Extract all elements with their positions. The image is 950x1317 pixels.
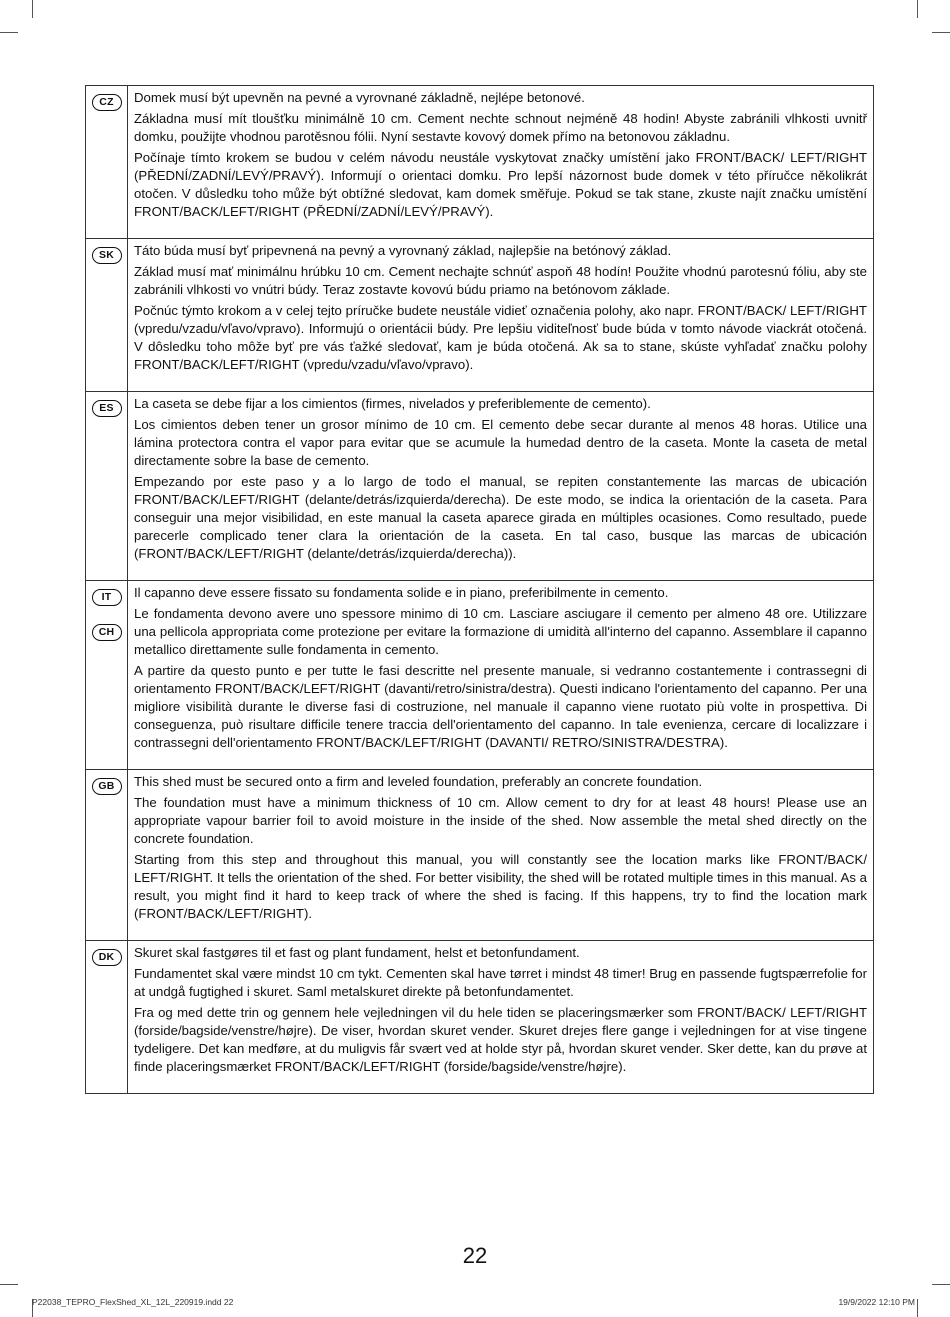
language-code-cell xyxy=(86,86,128,239)
instruction-paragraph: Le fondamenta devono avere uno spessore minimo di 10 cm. Lasciare asciugare il cemento per almeno 48 ore. Utilizzare una pellicola appropriata come protezione per evitare la formazione di umidità all'interno del capanno. Assemblare il capanno metallico direttamente sulle fondamenta in cemento. xyxy=(134,606,867,657)
language-section-row xyxy=(86,770,874,941)
instruction-paragraph: Empezando por este paso y a lo largo de todo el manual, se repiten constantemente las marcas de ubicación FRONT/BACK/LEFT/RIGHT (delante/detrás/izquierda/derecha). De este modo, se indica la orientación de la caseta. Para conseguir una mejor visibilidad, en este manual la caseta aparece girada en múltiples ocasiones. Como resultado, puede parecerle complicado tener clara la orientación de la caseta. En tal caso, busque las marcas de ubicación (FRONT/BACK/LEFT/RIGHT (delante/detrás/izquierda/derecha)). xyxy=(134,474,867,561)
instruction-text-cell xyxy=(128,941,874,1094)
instruction-paragraph: Fra og med dette trin og gennem hele vejledningen vil du hele tiden se placeringsmærker som FRONT/BACK/ LEFT/RIGHT (forside/bagside/venstre/højre). De viser, hvordan skuret vender. Skuret drejes flere gange i vejledningen for at vise tingene tydeligere. Det kan medføre, at du muligvis får svært ved at holde styr på, hvordan skuret vender. Sker dette, kan du prøve at finde placeringsmærket FRONT/BACK/LEFT/RIGHT (forside/bagside/venstre/højre). xyxy=(134,1005,867,1074)
instruction-text-cell xyxy=(128,239,874,392)
crop-mark xyxy=(917,0,918,18)
language-badge: SK xyxy=(92,247,122,264)
language-badge: GB xyxy=(92,778,122,795)
language-badge: DK xyxy=(92,949,122,966)
instruction-paragraph: Il capanno deve essere fissato su fondamenta solide e in piano, preferibilmente in cemento. xyxy=(134,585,669,600)
crop-mark xyxy=(932,32,950,33)
language-badge: ES xyxy=(92,400,122,417)
footer-file-info: P22038_TEPRO_FlexShed_XL_12L_220919.indd 22 xyxy=(32,1297,234,1307)
instruction-paragraph: Základ musí mať minimálnu hrúbku 10 cm. Cement nechajte schnúť aspoň 48 hodín! Použite vhodnú parotesnú fóliu, aby ste zabránili vlhkosti vo vnútri búdy. Teraz zostavte kovovú búdu priamo na betónovom základe. xyxy=(134,264,867,297)
instruction-paragraph: Fundamentet skal være mindst 10 cm tykt. Cementen skal have tørret i mindst 48 timer! Brug en passende fugtspærrefolie for at undgå fugtighed i skuret. Saml metalskuret direkte på betonfundamentet. xyxy=(134,966,867,999)
instruction-paragraph: Táto búda musí byť pripevnená na pevný a vyrovnaný základ, najlepšie na betónový základ. xyxy=(134,243,672,258)
instruction-paragraph: Počínaje tímto krokem se budou v celém návodu neustále vyskytovat značky umístění jako FRONT/BACK/ LEFT/RIGHT (PŘEDNÍ/ZADNÍ/LEVÝ/PRAVÝ). Informují o orientaci domku. Pro lepší názornost bude domek v této příručce několikrát otočen. V důsledku toho může být obtížné sledovat, kam domek směřuje. Pokud se tak stane, zkuste najít značku umístění FRONT/BACK/LEFT/RIGHT (PŘEDNÍ/ZADNÍ/LEVÝ/PRAVÝ). xyxy=(134,150,867,219)
crop-mark xyxy=(932,1284,950,1285)
instruction-paragraph: Starting from this step and throughout this manual, you will constantly see the location marks like FRONT/BACK/ LEFT/RIGHT. It tells the orientation of the shed. For better visibility, the shed will be rotated multiple times in this manual. As a result, you might find it hard to keep track of where the shed is facing. If this happens, try to find the location mark (FRONT/BACK/LEFT/RIGHT). xyxy=(134,852,867,921)
language-code-cell xyxy=(86,239,128,392)
crop-mark xyxy=(0,32,18,33)
instruction-text-cell xyxy=(128,581,874,770)
instruction-paragraph: La caseta se debe fijar a los cimientos (firmes, nivelados y preferiblemente de cemento). xyxy=(134,396,651,411)
crop-mark xyxy=(32,0,33,18)
instruction-paragraph: Domek musí být upevněn na pevné a vyrovnané základně, nejlépe betonové. xyxy=(134,90,585,105)
page-number: 22 xyxy=(462,1243,488,1268)
language-badge: CZ xyxy=(92,94,122,111)
instruction-text-cell xyxy=(128,770,874,941)
language-section-row xyxy=(86,392,874,581)
language-code-cell xyxy=(86,392,128,581)
crop-mark xyxy=(917,1299,918,1317)
footer-date: 19/9/2022 12:10 PM xyxy=(838,1297,915,1307)
language-section-row xyxy=(86,941,874,1094)
language-code-cell xyxy=(86,770,128,941)
instruction-paragraph: Počnúc týmto krokom a v celej tejto príručke budete neustále vidieť označenia polohy, ako napr. FRONT/BACK/ LEFT/RIGHT (vpredu/vzadu/vľavo/vpravo). Informujú o orientácii búdy. Pre lepšiu viditeľnosť bude búda v tomto návode viackrát otočená. V dôsledku toho môže byť pre vás ťažké sledovať, kam je búda otočená. Ak sa to stane, skúste vyhľadať značku polohy FRONT/BACK/LEFT/RIGHT (vpredu/vzadu/vľavo/vpravo). xyxy=(134,303,867,372)
instruction-paragraph: Základna musí mít tloušťku minimálně 10 cm. Cement nechte schnout nejméně 48 hodin! Abyste zabránili vlhkosti uvnitř domku, použijte vhodnou parotěsnou fólii. Nyní sestavte kovový domek přímo na betonovou základnu. xyxy=(134,111,867,144)
instruction-paragraph: This shed must be secured onto a firm and leveled foundation, preferably an concrete foundation. xyxy=(134,774,703,789)
language-section-row xyxy=(86,239,874,392)
language-section-row xyxy=(86,86,874,239)
language-badge: CH xyxy=(92,624,122,641)
language-instructions-table xyxy=(85,85,874,1094)
instruction-paragraph: Skuret skal fastgøres til et fast og plant fundament, helst et betonfundament. xyxy=(134,945,580,960)
instruction-paragraph: A partire da questo punto e per tutte le fasi descritte nel presente manuale, si vedranno costantemente i contrassegni di orientamento FRONT/BACK/LEFT/RIGHT (davanti/retro/sinistra/destra). Questi indicano l'orientamento del capanno. Per una migliore visibilità durante le diverse fasi di costruzione, nel manuale il capanno viene ruotato più volte in prospettiva. Di conseguenza, può risultare difficile tenere traccia dell'orientamento del capanno. In tale evenienza, cercare di localizzare i contrassegni dell'orientamento FRONT/BACK/LEFT/RIGHT (DAVANTI/ RETRO/SINISTRA/DESTRA). xyxy=(134,663,867,750)
language-badge: IT xyxy=(92,589,122,606)
instruction-paragraph: Los cimientos deben tener un grosor mínimo de 10 cm. El cemento debe secar durante al menos 48 horas. Utilice una lámina protectora contra el vapor para evitar que se acumule la humedad dentro de la caseta. Monte la caseta de metal directamente sobre la base de cemento. xyxy=(134,417,867,468)
instruction-text-cell xyxy=(128,86,874,239)
language-section-row xyxy=(86,581,874,770)
language-code-cell xyxy=(86,941,128,1094)
crop-mark xyxy=(0,1284,18,1285)
language-code-cell xyxy=(86,581,128,770)
instruction-text-cell xyxy=(128,392,874,581)
instruction-paragraph: The foundation must have a minimum thickness of 10 cm. Allow cement to dry for at least 48 hours! Please use an appropriate vapour barrier foil to avoid moisture in the inside of the shed. Now assemble the metal shed directly on the concrete foundation. xyxy=(134,795,867,846)
